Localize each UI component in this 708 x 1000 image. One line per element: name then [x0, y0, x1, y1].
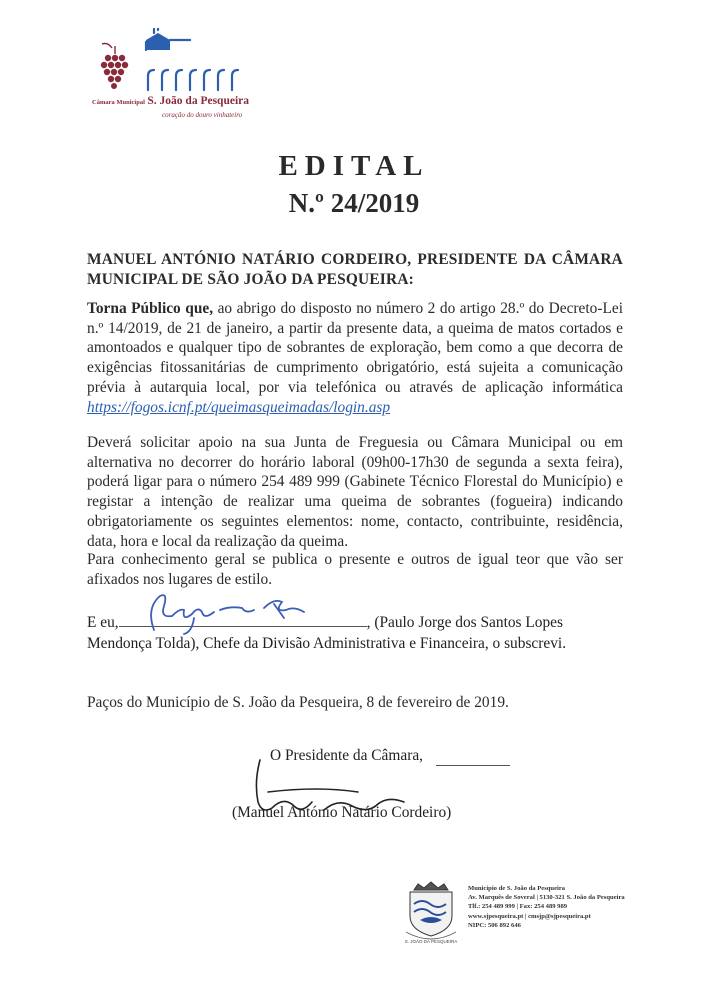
president-title: O Presidente da Câmara,: [270, 747, 423, 764]
logo-prefix: Câmara Municipal: [92, 99, 145, 106]
announcement-lead: Torna Público que,: [87, 300, 214, 317]
footer-line: NIPC: 506 892 646: [468, 921, 521, 929]
subscribed-start: E eu,: [87, 614, 119, 631]
municipal-coat-of-arms-icon: [400, 880, 462, 946]
paragraph-instructions: Deverá solicitar apoio na sua Junta de Freguesia ou Câmara Municipal ou em alternativa no decorrer do horário laboral (09h00-17h30 de segunda a sexta feira), poderá ligar para o número 254 489 999 (Gabinete Técnico Florestal do Município) e registar a intenção de realizar uma queima de sobrantes (fogueira) indicando obrigatoriamente os seguintes elementos: nome, contacto, contribuinte, residência, data, hora e local da realização da queima.: [87, 434, 623, 550]
footer-line: Município de S. João da Pesqueira: [468, 885, 566, 892]
president-name: (Manuel António Natário Cordeiro): [232, 804, 452, 821]
announcement-body: ao abrigo do disposto no número 2 do artigo 28.º do Decreto-Lei n.º 14/2019, de 21 de janeiro, a partir da presente data, a queima de matos cortados e amontoados e qualquer tipo de sobrantes de exploração, bem como a que decorra de exigências fitossanitárias de cumprimento obrigatório, está sujeita a comunicação prévia à autarquia local, por via telefónica ou através de aplicação informática: [87, 300, 623, 396]
seal-caption: S. JOÃO DA PESQUEIRA: [404, 939, 458, 944]
logo-tagline: coração do douro vinhateiro: [162, 111, 243, 119]
footer-contacts: [468, 884, 625, 930]
logo-name: [92, 95, 249, 107]
subscribed-rest: , (Paulo Jorge dos Santos Lopes Mendonça Tolda), Chefe da Divisão Administrativa e Financeira, o subscrevi.: [87, 614, 567, 652]
footer-line: Av. Marquês de Soveral | 5130-321 S. João da Pesqueira: [468, 894, 625, 902]
paragraph-announcement: [87, 299, 623, 417]
document-number: N.º 24/2019: [288, 188, 420, 218]
document-title: EDITAL: [278, 150, 430, 182]
place-date: Paços do Município de S. João da Pesqueira, 8 de fevereiro de 2019.: [87, 694, 509, 711]
logo-title: S. João da Pesqueira: [147, 95, 249, 107]
footer-line: Tlf.: 254 489 999 | Fax: 254 489 989: [468, 903, 568, 911]
signature-chief-icon: [134, 588, 334, 638]
municipality-logo: [88, 28, 268, 120]
footer-line: www.sjpesqueira.pt | cmsjp@sjpesqueira.pt: [468, 912, 591, 920]
logo-graphic-icon: [88, 28, 268, 98]
paragraph-publication: Para conhecimento geral se publica o presente e outros de igual teor que vão ser afixados nos lugares de estilo.: [87, 551, 623, 588]
fogos-link[interactable]: https://fogos.icnf.pt/queimasqueimadas/login.asp: [87, 398, 391, 416]
intro-paragraph: MANUEL ANTÓNIO NATÁRIO CORDEIRO, PRESIDENTE DA CÂMARA MUNICIPAL DE SÃO JOÃO DA PESQUEIRA:: [87, 251, 623, 288]
